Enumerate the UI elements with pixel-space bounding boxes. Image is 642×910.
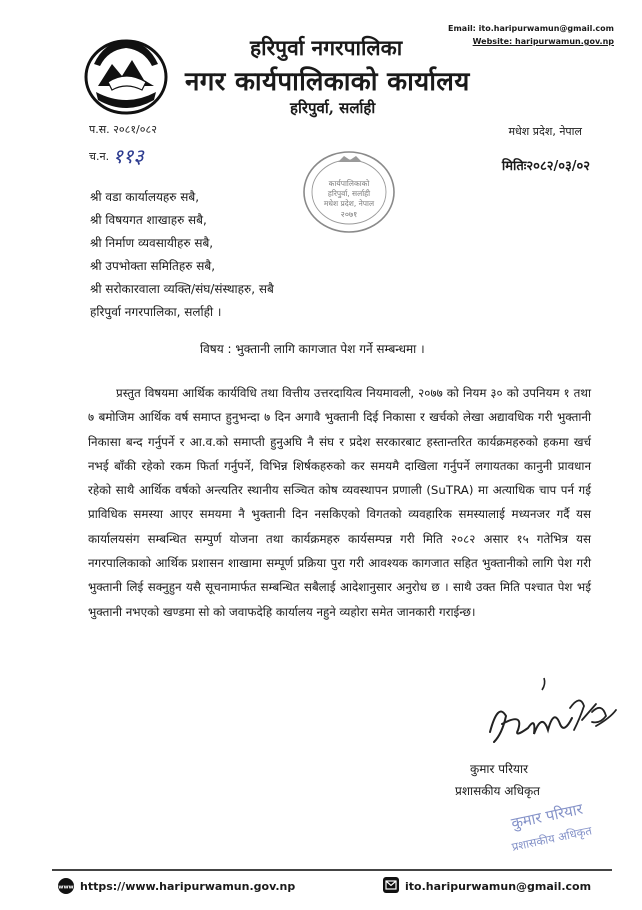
footer-website-link[interactable]: https://www.haripurwamun.gov.np [80, 880, 296, 893]
signatory-rubber-stamp [488, 794, 620, 866]
footer-divider [52, 869, 612, 871]
office-seal [300, 148, 398, 236]
handwritten-signature [484, 672, 624, 772]
recipient-line: श्री निर्माण व्यवसायीहरु सबै, [90, 236, 214, 250]
signatory-name: कुमार परियार [470, 762, 529, 776]
chalan-number [89, 142, 144, 169]
seal-text-3: मधेश प्रदेश, नेपाल [323, 199, 375, 208]
reference-number: प.स. २०८१/०८२ [89, 123, 157, 136]
nepal-emblem-logo [82, 30, 170, 116]
footer-email-link[interactable]: ito.haripurwamun@gmail.com [405, 880, 592, 893]
svg-text:www: www [58, 884, 74, 891]
recipient-line: हरिपुर्वा नगरपालिका, सर्लाही । [90, 305, 222, 319]
chalan-handwritten-value: ११३ [112, 144, 144, 168]
recipient-line: श्री विषयगत शाखाहरु सबै, [90, 213, 207, 227]
seal-text-1: कार्यपालिकाको [328, 179, 370, 188]
globe-icon [57, 877, 75, 895]
seal-text-2: हरिपुर्वा, सर्लाही [327, 189, 371, 198]
recipient-line: श्री सरोकारवाला व्यक्ति/संघ/संस्थाहरु, सबै [90, 282, 274, 296]
letter-subject: विषय : भुक्तानी लागि कागजात पेश गर्ने सम्बन्धमा । [200, 342, 425, 356]
recipient-line: श्री वडा कार्यालयहरु सबै, [90, 190, 200, 204]
province-line: मधेश प्रदेश, नेपाल [508, 125, 582, 138]
office-name: नगर कार्यपालिकाको कार्यालय [185, 67, 470, 97]
stamp-title: प्रशासकीय अधिकृत [510, 823, 594, 854]
signatory-title: प्रशासकीय अधिकृत [455, 784, 541, 798]
municipality-name: हरिपुर्वा नगरपालिका [250, 35, 403, 60]
recipient-list [90, 186, 274, 324]
contact-block [448, 22, 614, 48]
contact-website: Website: haripurwamun.gov.np [472, 37, 614, 46]
stamp-name: कुमार परियार [509, 799, 585, 833]
letter-date: मितिः२०८२/०३/०२ [501, 159, 590, 174]
office-address: हरिपुर्वा, सर्लाही [290, 99, 376, 117]
seal-text-4: २०७१ [340, 210, 358, 219]
email-icon [382, 876, 400, 894]
letter-body: प्रस्तुत विषयमा आर्थिक कार्यविधि तथा वित्तीय उत्तरदायित्व नियमावली, २०७७ को नियम ३० को उपनियम १ तथा ७ बमोजिम आर्थिक वर्ष समाप्त हुनुभन्दा ७ दिन अगावै भुक्तानी दिई निकासा र खर्चको लेखा अद्यावधिक गरी भुक्तानी निकासा बन्द गर्नुपर्ने र आ.व.को समाप्ती हुनुअघि नै संघ र प्रदेश सरकारबाट हस्तान्तरित कार्यक्रमहरुको हकमा खर्च नभई बाँकी रहेको रकम फिर्ता गर्नुपर्ने, विभिन्न शिर्षकहरुको कर समयमै दाखिला गर्नुपर्ने लगायतका कानुनी प्रावधान रहेको साथै आर्थिक वर्षको अन्त्यतिर स्थानीय सञ्चित कोष व्यवस्थापन प्रणाली (SuTRA) मा अत्याधिक चाप पर्न गई प्राविधिक समस्या आएर समयमा नै भुक्तानी दिन नसकिएको विगतको व्यवहारिक समस्यालाई मध्यनजर गर्दै यस कार्यालयसंग सम्बन्धित सम्पुर्ण योजना तथा कार्यक्रमहरु कार्यसम्पन्न गरी मिति २०८२ असार १५ गतेभित्र यस नगरपालिकाको आर्थिक प्रशासन शाखामा सम्पूर्ण प्रक्रिया पुरा गरी आवश्यक कागजात सहित भुक्तानीको लागि पेश गरी भुक्तानी लिई सक्नुहुन यसै सूचनामार्फत सम्बन्धित सबैलाई आदेशानुसार अनुरोध छ । साथै उक्त मिति पश्चात पेश भई भुक्तानी नभएको खण्डमा सो को जवाफदेहि कार्यालय नहुने व्यहोरा समेत जानकारी गराईन्छ। [88, 386, 591, 619]
recipient-line: श्री उपभोक्ता समितिहरु सबै, [90, 259, 216, 273]
chalan-label: च.न. [89, 150, 110, 163]
contact-email: Email: ito.haripurwamun@gmail.com [448, 24, 614, 33]
